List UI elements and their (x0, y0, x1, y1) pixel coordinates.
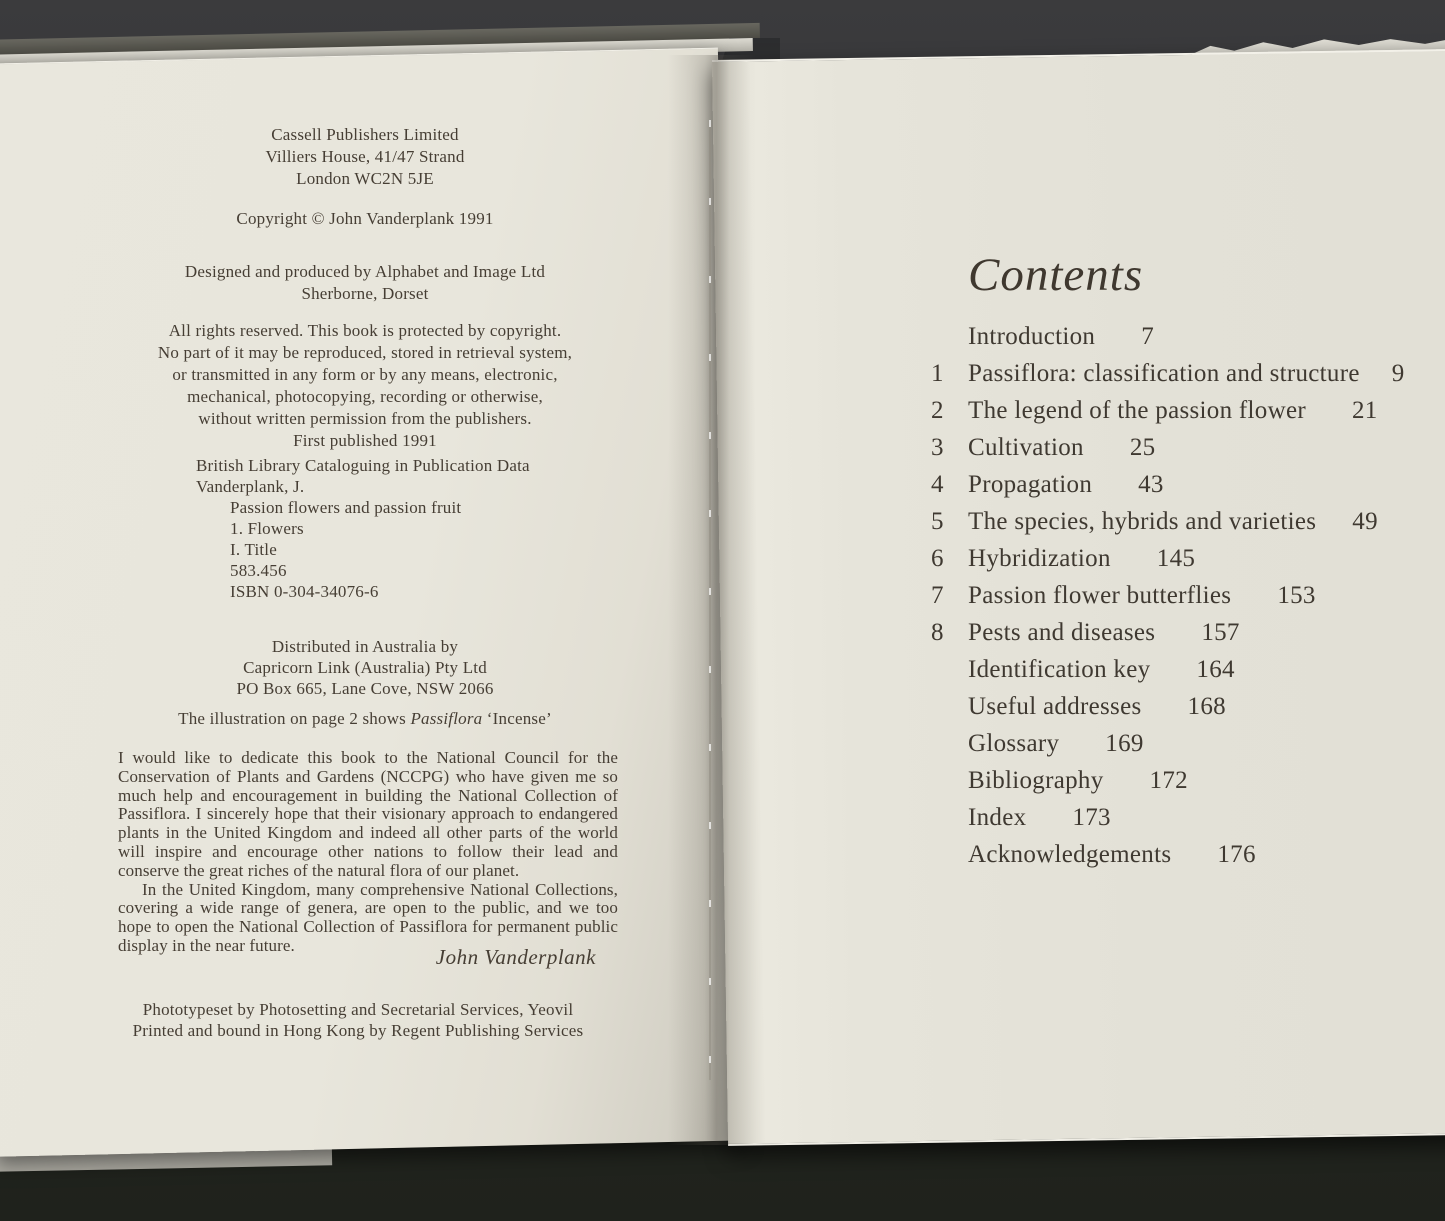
chapter-page-number: 169 (1105, 730, 1144, 757)
contents-item (931, 577, 1445, 614)
illustration-note-suffix: ‘Incense’ (482, 709, 552, 728)
contents-item (931, 355, 1445, 392)
dedication-paragraph: In the United Kingdom, many comprehensive National Collections, covering a wide range of genera, are open to the public, and we too hope to open the National Collection of Passiflora for permanent public display in the near future. (118, 879, 618, 955)
contents-item (931, 466, 1445, 503)
publisher-line: Villiers House, 41/47 Strand (265, 147, 465, 166)
distribution-block (55, 636, 675, 699)
chapter-number: 4 (931, 471, 944, 498)
chapter-number: 2 (931, 397, 944, 424)
first-published-line: First published 1991 (293, 431, 437, 450)
chapter-page-number: 173 (1072, 804, 1111, 831)
produced-line: Sherborne, Dorset (301, 284, 429, 303)
rights-line: or transmitted in any form or by any means, electronic, (172, 365, 558, 384)
chapter-page-number: 145 (1156, 545, 1196, 572)
chapter-page-number: 153 (1277, 582, 1316, 609)
chapter-title: The legend of the passion flower (968, 397, 1306, 424)
rights-line: All rights reserved. This book is protected by copyright. (168, 321, 562, 340)
produced-block (55, 261, 675, 305)
cataloguing-line: ISBN 0-304-34076-6 (230, 582, 379, 601)
chapter-title: Bibliography (968, 767, 1104, 794)
chapter-title: Propagation (968, 471, 1093, 498)
author-signature: John Vanderplank (435, 945, 596, 969)
chapter-title: Useful addresses (968, 693, 1142, 720)
contents-item (931, 762, 1445, 799)
publisher-line: Cassell Publishers Limited (271, 125, 459, 144)
contents-item (931, 503, 1445, 540)
chapter-title: Passion flower butterflies (968, 582, 1232, 609)
chapter-title: Identification key (968, 656, 1151, 683)
cataloguing-line: 583.456 (230, 561, 287, 580)
chapter-page-number: 164 (1196, 656, 1235, 683)
chapter-page-number: 176 (1217, 841, 1256, 868)
copyright-line: Copyright © John Vanderplank 1991 (236, 209, 494, 228)
contents-item (931, 614, 1445, 651)
illustration-note-species: Passiflora (410, 709, 483, 728)
chapter-page-number: 168 (1187, 693, 1226, 720)
contents-item (931, 688, 1445, 725)
colophon-line: Phototypeset by Photosetting and Secretarial Services, Yeovil (142, 1000, 574, 1019)
chapter-title: Acknowledgements (968, 841, 1172, 868)
chapter-page-number: 25 (1129, 434, 1156, 461)
dedication-block (118, 749, 618, 956)
cataloguing-block (196, 455, 636, 602)
distribution-line: Capricorn Link (Australia) Pty Ltd (243, 658, 487, 677)
distribution-line: Distributed in Australia by (271, 637, 459, 656)
contents-item (931, 651, 1445, 688)
chapter-title: Pests and diseases (968, 619, 1156, 646)
rights-line: No part of it may be reproduced, stored in retrieval system, (157, 343, 573, 362)
chapter-page-number: 172 (1149, 767, 1188, 794)
rights-line: without written permission from the publishers. (198, 409, 532, 428)
dedication-paragraph: I would like to dedicate this book to the National Council for the Conservation of Plants and Gardens (NCCPG) who have given me so much help and encouragement in building the National Collection of Passiflora. I sincerely hope that their visionary approach to endangered plants in the United Kingdom and indeed all other parts of the world will inspire and encourage other nations to follow their lead and conserve the great riches of the natural flora of our planet. (118, 748, 618, 880)
chapter-page-number: 49 (1352, 508, 1378, 535)
illustration-note-prefix: The illustration on page 2 shows (178, 709, 411, 728)
illustration-note (55, 708, 675, 730)
rights-line: mechanical, photocopying, recording or otherwise, (187, 387, 543, 406)
chapter-page-number: 157 (1201, 619, 1240, 646)
contents-item (931, 836, 1445, 873)
chapter-title: Introduction (968, 323, 1096, 350)
contents-item (931, 429, 1445, 466)
rights-block (55, 320, 675, 430)
chapter-page-number: 9 (1391, 360, 1405, 387)
publisher-address-block (55, 124, 675, 190)
chapter-page-number: 43 (1138, 471, 1164, 498)
chapter-title: Passiflora: classification and structure (968, 360, 1360, 387)
chapter-page-number: 21 (1351, 397, 1378, 424)
cataloguing-line: Vanderplank, J. (196, 477, 305, 496)
chapter-title: Cultivation (968, 434, 1084, 461)
contents-heading: Contents (968, 249, 1144, 301)
chapter-page-number: 7 (1141, 323, 1154, 350)
chapter-number: 5 (931, 508, 944, 535)
colophon-line: Printed and bound in Hong Kong by Regent Publishing Services (132, 1021, 584, 1040)
chapter-title: Index (968, 804, 1027, 831)
cataloguing-line: British Library Cataloguing in Publication Data (196, 456, 530, 475)
distribution-line: PO Box 665, Lane Cove, NSW 2066 (236, 679, 494, 698)
contents-item (931, 725, 1445, 762)
publisher-line: London WC2N 5JE (296, 169, 434, 188)
cataloguing-line: 1. Flowers (230, 519, 304, 538)
contents-list (931, 318, 1445, 873)
contents-item (931, 392, 1445, 429)
chapter-number: 1 (931, 360, 944, 387)
chapter-title: Hybridization (968, 545, 1111, 572)
cataloguing-line: I. Title (230, 540, 277, 559)
chapter-title: Glossary (968, 730, 1060, 757)
colophon-block (48, 999, 668, 1041)
chapter-title: The species, hybrids and varieties (968, 508, 1317, 535)
contents-item (931, 799, 1445, 836)
contents-item (931, 540, 1445, 577)
chapter-number: 8 (931, 619, 944, 646)
chapter-number: 3 (931, 434, 944, 461)
produced-line: Designed and produced by Alphabet and Image Ltd (184, 262, 546, 281)
cataloguing-line: Passion flowers and passion fruit (230, 498, 462, 517)
contents-item (931, 318, 1445, 355)
chapter-number: 6 (931, 545, 944, 572)
chapter-number: 7 (931, 582, 944, 609)
